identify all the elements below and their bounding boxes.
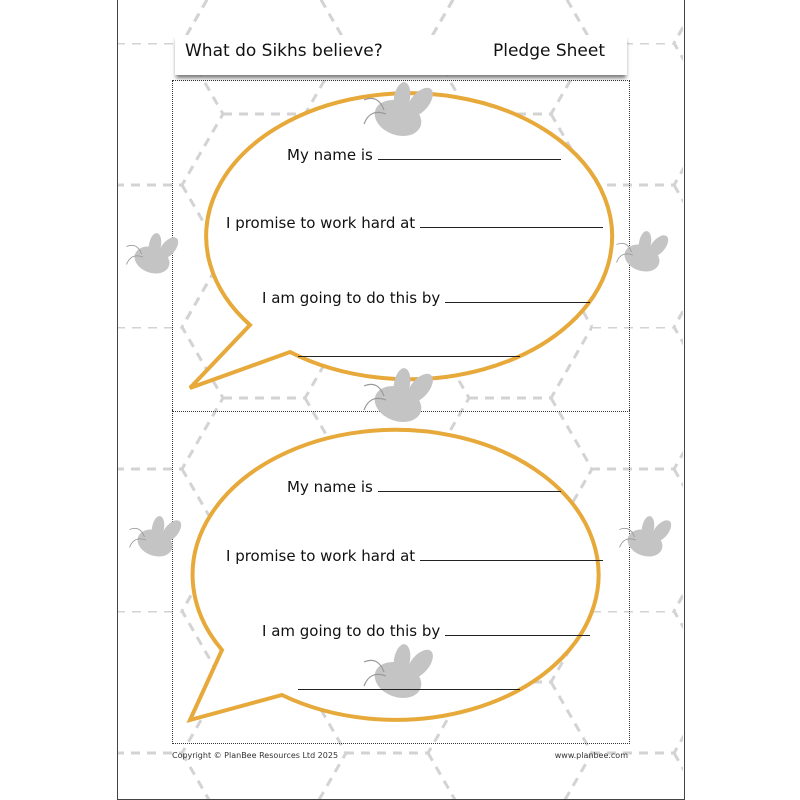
promise-field-1[interactable] [226, 213, 603, 232]
method-label: I am going to do this by [262, 289, 441, 307]
name-label: My name is [287, 146, 373, 164]
name-field-1[interactable] [287, 145, 561, 164]
method-continuation-line-1[interactable] [298, 342, 520, 361]
bee-icon [130, 515, 185, 561]
promise-label: I promise to work hard at [226, 547, 416, 565]
bee-icon [127, 232, 182, 278]
bee-icon [617, 230, 672, 276]
name-field-2[interactable] [287, 477, 561, 496]
method-label: I am going to do this by [262, 622, 441, 640]
method-field-2[interactable] [262, 621, 590, 640]
copyright-text: Copyright © PlanBee Resources Ltd 2025 [172, 751, 339, 760]
promise-label: I promise to work hard at [226, 214, 416, 232]
website-link[interactable]: www.planbee.com [554, 751, 628, 760]
promise-field-2[interactable] [226, 546, 603, 565]
name-label: My name is [287, 478, 373, 496]
bee-icon [620, 515, 675, 561]
method-continuation-line-2[interactable] [298, 675, 520, 694]
worksheet-subtitle: Pledge Sheet [492, 41, 605, 61]
worksheet-title: What do Sikhs believe? [185, 41, 383, 61]
method-field-1[interactable] [262, 288, 590, 307]
